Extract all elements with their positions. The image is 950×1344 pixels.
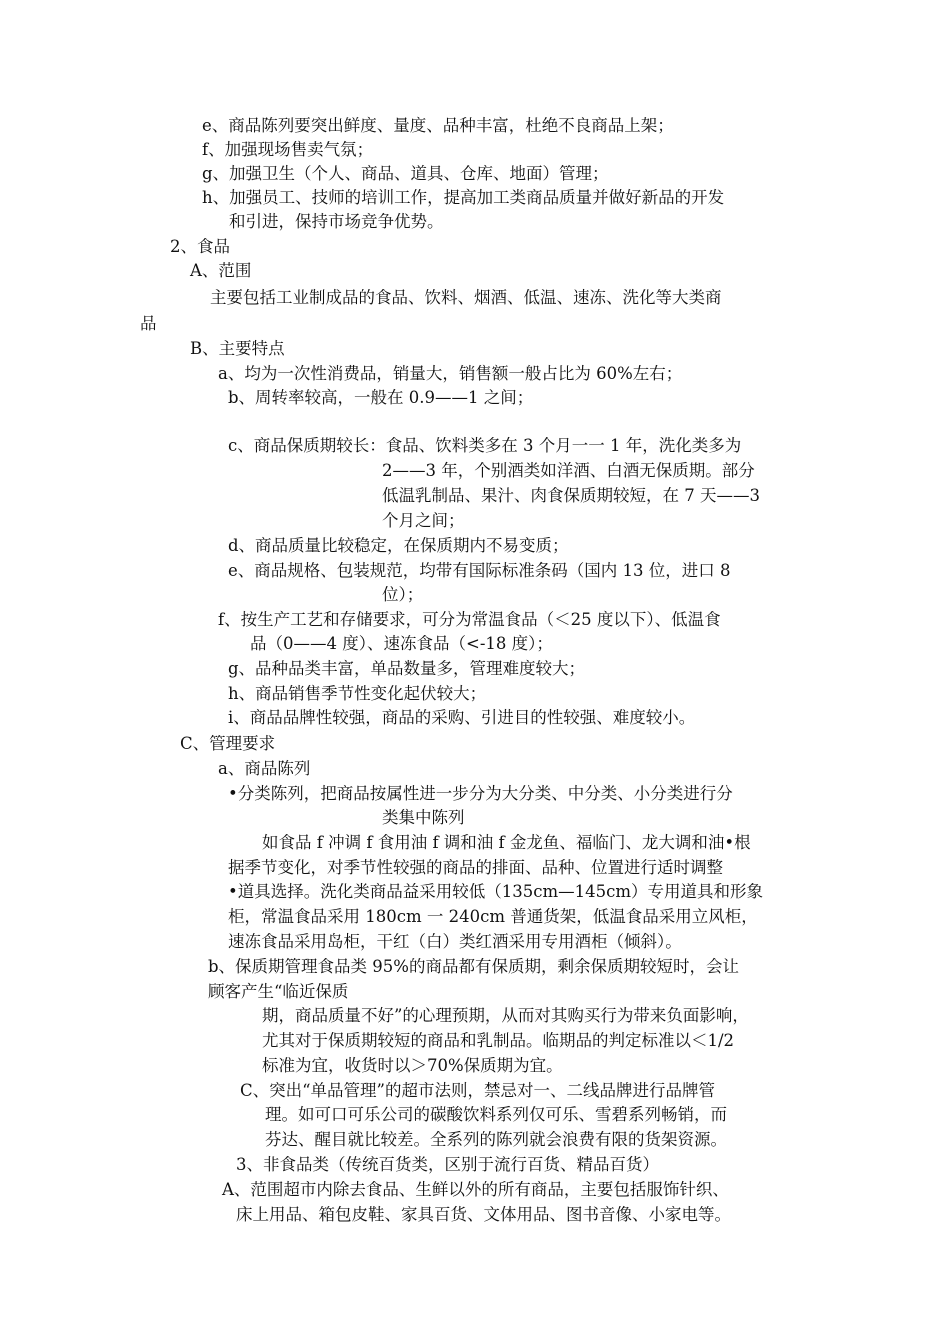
subsection-heading: C、管理要求 [180, 734, 276, 753]
text-line: b、周转率较高，一般在 0.9——1 之间； [228, 388, 534, 407]
text-line: 2——3 年，个别酒类如洋酒、白酒无保质期。部分 [382, 461, 755, 480]
text-line: •分类陈列，把商品按属性进一步分为大分类、中分类、小分类进行分 [228, 784, 733, 803]
text-line: 如食品 f 冲调 f 食用油 f 调和油 f 金龙鱼、福临门、龙大调和油•根 [262, 833, 751, 852]
text-line: e、商品陈列要突出鲜度、量度、品种丰富，杜绝不良商品上架； [202, 116, 674, 135]
text-line: a、均为一次性消费品，销量大，销售额一般占比为 60%左右； [218, 364, 683, 383]
text-line: 床上用品、箱包皮鞋、家具百货、文体用品、图书音像、小家电等。 [236, 1205, 731, 1224]
text-line: 个月之间； [382, 511, 465, 530]
text-line: C、突出“单品管理”的超市法则，禁忌对一、二线品牌进行品牌管 [240, 1081, 715, 1100]
text-line: 尤其对于保质期较短的商品和乳制品。临期品的判定标准以＜1/2 [262, 1031, 735, 1050]
subsection-heading: B、主要特点 [190, 339, 285, 358]
text-line: e、商品规格、包装规范，均带有国际标准条码（国内 13 位，进口 8 [228, 561, 731, 580]
text-line: g、加强卫生（个人、商品、道具、仓库、地面）管理； [202, 164, 609, 183]
text-line: 期，商品质量不好”的心理预期，从而对其购买行为带来负面影响， [262, 1006, 749, 1025]
text-line: 标准为宜，收货时以＞70%保质期为宜。 [262, 1056, 563, 1075]
text-line: c、商品保质期较长：食品、饮料类多在 3 个月一一 1 年，洗化类多为 [228, 436, 742, 455]
text-line: 速冻食品采用岛柜，干红（白）类红酒采用专用酒柜（倾斜）。 [228, 932, 682, 951]
subsection-heading: A、范围 [190, 261, 252, 280]
text-line: 理。如可口可乐公司的碳酸饮料系列仅可乐、雪碧系列畅销，而 [265, 1105, 727, 1124]
text-line: 和引进，保持市场竞争优势。 [229, 212, 444, 231]
text-line: d、商品质量比较稳定，在保质期内不易变质； [228, 536, 569, 555]
text-line: 芬达、醒目就比较差。全系列的陈列就会浪费有限的货架资源。 [265, 1130, 727, 1149]
text-line: 品（0——4 度）、速冻食品（<-18 度）； [250, 634, 553, 653]
text-line: 品 [140, 314, 157, 333]
section-heading: 3、非食品类（传统百货类，区别于流行百货、精品百货） [236, 1155, 659, 1174]
text-line: f、按生产工艺和存储要求，可分为常温食品（＜25 度以下）、低温食 [218, 610, 721, 629]
section-heading: 2、食品 [170, 237, 230, 256]
text-line: 位）； [382, 585, 424, 604]
text-line: 柜，常温食品采用 180cm 一 240cm 普通货架，低温食品采用立风柜， [228, 907, 758, 926]
text-line: 顾客产生“临近保质 [208, 982, 349, 1001]
text-line: •道具选择。洗化类商品益采用较低（135cm—145cm）专用道具和形象 [228, 882, 763, 901]
text-line: g、品种品类丰富，单品数量多，管理难度较大； [228, 659, 586, 678]
text-line: h、商品销售季节性变化起伏较大； [228, 684, 487, 703]
text-line: b、保质期管理食品类 95%的商品都有保质期，剩余保质期较短时，会让 [208, 957, 739, 976]
text-line: 主要包括工业制成品的食品、饮料、烟酒、低温、速冻、洗化等大类商 [210, 288, 722, 307]
text-line: 据季节变化，对季节性较强的商品的排面、品种、位置进行适时调整 [228, 858, 723, 877]
text-line: 类集中陈列 [382, 808, 465, 827]
text-line: i、商品品牌性较强，商品的采购、引进目的性较强、难度较小。 [228, 708, 696, 727]
text-line: 低温乳制品、果汁、肉食保质期较短，在 7 天——3 [382, 486, 760, 505]
text-line: h、加强员工、技师的培训工作，提高加工类商品质量并做好新品的开发 [202, 188, 725, 207]
text-line: A、范围超市内除去食品、生鲜以外的所有商品，主要包括服饰针织、 [222, 1180, 729, 1199]
text-line: f、加强现场售卖气氛； [202, 140, 374, 159]
text-line: a、商品陈列 [218, 759, 311, 778]
